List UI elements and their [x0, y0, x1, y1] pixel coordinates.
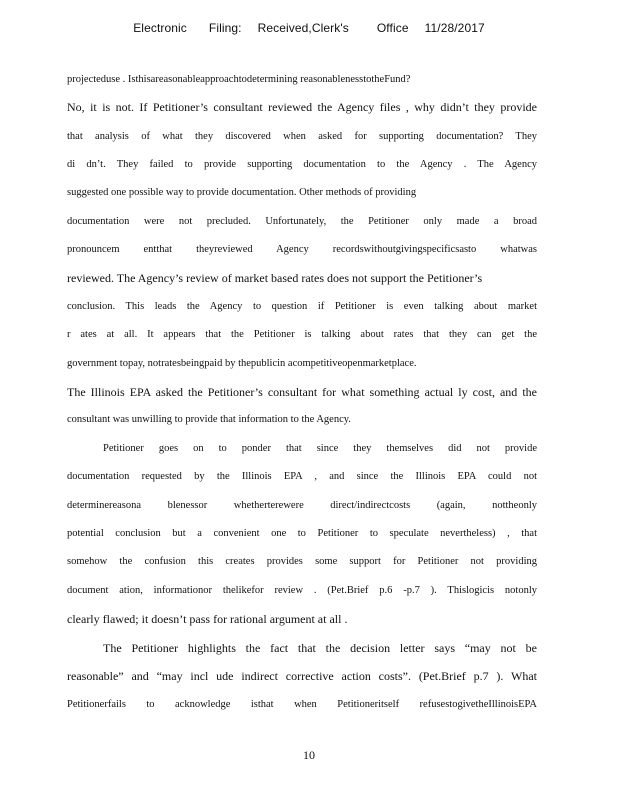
text-line: determinereasona blenessor whetherterewere direct/indirectcosts (again, nottheonly — [67, 500, 537, 511]
text-line: The Illinois EPA asked the Petitioner’s consultant for what something actual ly cost, and the — [67, 385, 537, 399]
header-date: 11/28/2017 — [424, 21, 485, 35]
text-line: potential conclusion but a convenient one to Petitioner to speculate nevertheless) , that — [67, 528, 537, 539]
text-line: The Petitioner highlights the fact that the decision letter says “may not be — [103, 641, 537, 655]
header-office: Office — [376, 21, 409, 35]
header-electronic: Electronic — [133, 21, 187, 35]
text-line: conclusion. This leads the Agency to question if Petitioner is even talking about market — [67, 301, 537, 312]
text-line: Petitioner goes on to ponder that since they themselves did not provide — [103, 443, 537, 454]
text-line: reviewed. The Agency’s review of market based rates does not support the Petitioner’s — [67, 271, 483, 285]
text-line: di dn’t. They failed to provide supporting documentation to the Agency . The Agency — [67, 159, 537, 170]
text-line: documentation requested by the Illinois EPA , and since the Illinois EPA could not — [67, 471, 537, 482]
header-received: Received,Clerk's — [257, 21, 349, 35]
text-line: pronouncem entthat theyreviewed Agency recordswithoutgivingspecificsasto whatwas — [67, 244, 537, 255]
text-line: somehow the confusion this creates provides some support for Petitioner not providing — [67, 556, 537, 567]
page-number: 10 — [303, 748, 315, 762]
text-line: suggested one possible way to provide documentation. Other methods of providing — [67, 187, 417, 198]
header-filing: Filing: — [208, 21, 242, 35]
text-line: document ation, informationor thelikefor review . (Pet.Brief p.6 -p.7 ). Thislogicis notonly — [67, 585, 537, 596]
text-line: Petitionerfails to acknowledge isthat when Petitioneritself refusestogivetheIllinoisEPA — [67, 699, 537, 710]
text-line: documentation were not precluded. Unfortunately, the Petitioner only made a broad — [67, 216, 537, 227]
text-line: consultant was unwilling to provide that information to the Agency. — [67, 414, 351, 425]
text-line: r ates at all. It appears that the Petitioner is talking about rates that they can get the — [67, 329, 537, 340]
text-line: No, it is not. If Petitioner’s consultant reviewed the Agency files , why didn’t they provide — [67, 100, 537, 114]
text-line: reasonable” and “may incl ude indirect corrective action costs”. (Pet.Brief p.7 ). What — [67, 669, 537, 683]
text-line: projecteduse . Isthisareasonableapproachtodetermining reasonablenesstotheFund? — [67, 74, 411, 85]
text-line: clearly flawed; it doesn’t pass for rational argument at all . — [67, 612, 348, 626]
text-line: government topay, notratesbeingpaid by thepublicin acompetitiveopenmarketplace. — [67, 358, 417, 369]
text-line: that analysis of what they discovered when asked for supporting documentation? They — [67, 131, 537, 142]
